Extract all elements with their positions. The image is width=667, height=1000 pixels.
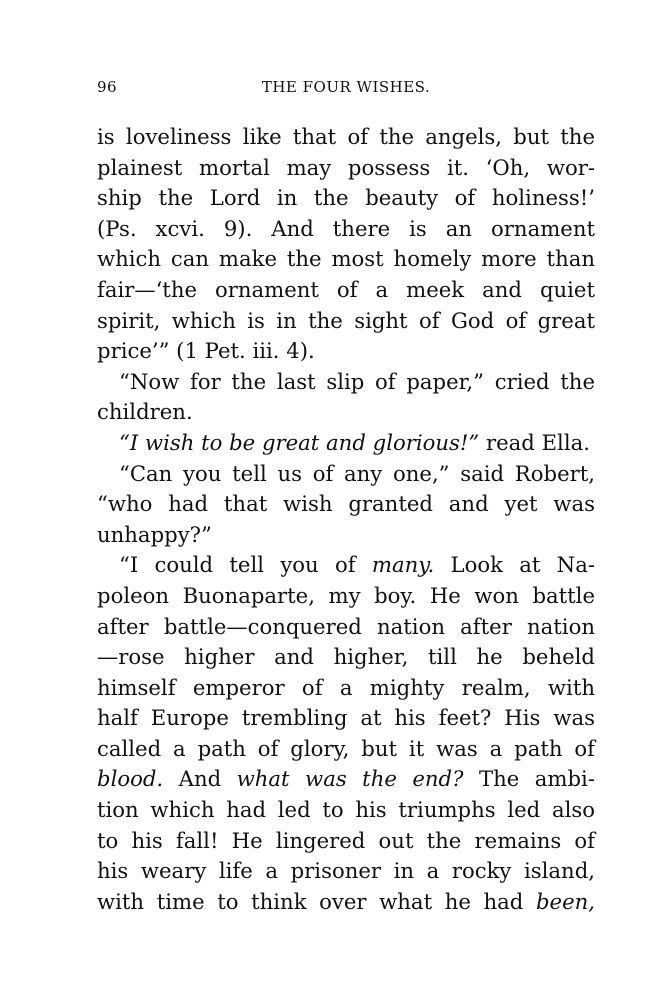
text-segment: And — [163, 766, 237, 792]
text-line — [97, 764, 595, 795]
text-line — [97, 795, 595, 826]
text-line — [97, 367, 595, 398]
text-line — [97, 489, 595, 520]
text-line — [97, 703, 595, 734]
italic-text: been, — [535, 888, 595, 914]
text-line — [97, 306, 595, 337]
text-segment: fair—‘the ornament of a meek and quiet — [97, 276, 595, 302]
text-line — [97, 612, 595, 643]
italic-text: blood. — [97, 766, 164, 792]
text-line — [97, 550, 595, 581]
running-head — [97, 78, 595, 102]
text-line — [97, 214, 595, 245]
text-segment: The ambi- — [463, 766, 595, 792]
text-segment: which can make the most homely more than — [97, 246, 595, 272]
text-line — [97, 673, 595, 704]
text-segment: “I could tell you of — [119, 552, 372, 578]
text-segment: Look at Na- — [434, 552, 595, 578]
text-segment: —rose higher and higher, till he beheld — [97, 644, 595, 670]
text-line — [97, 183, 595, 214]
text-segment: himself emperor of a mighty realm, with — [97, 674, 595, 700]
text-line — [97, 397, 595, 428]
text-segment: is loveliness like that of the angels, but the — [97, 124, 595, 149]
book-page — [97, 78, 595, 914]
text-line — [97, 336, 595, 367]
text-segment: (Ps. xcvi. 9). And there is an ornament — [97, 215, 595, 241]
text-segment: read Ella. — [479, 429, 590, 455]
text-segment: poleon Buonaparte, my boy. He won battle — [97, 582, 595, 608]
italic-text: “I wish to be great and glorious!” — [119, 429, 480, 455]
text-segment: his weary life a prisoner in a rocky island, — [97, 858, 595, 884]
text-segment: tion which had led to his triumphs led also — [97, 797, 595, 823]
text-line — [97, 275, 595, 306]
text-line — [97, 153, 595, 184]
text-segment: to his fall! He lingered out the remains of — [97, 827, 595, 853]
italic-text: what was the end? — [236, 766, 464, 792]
text-segment: plainest mortal may possess it. ‘Oh, wor- — [97, 154, 595, 180]
text-line — [97, 459, 595, 490]
running-title: THE FOUR WISHES. — [261, 78, 431, 96]
text-line — [97, 581, 595, 612]
text-line — [97, 428, 595, 459]
text-line — [97, 826, 595, 857]
italic-text: many. — [371, 552, 435, 578]
body-text — [97, 122, 595, 917]
text-line — [97, 520, 595, 551]
text-segment: with time to think over what he had — [97, 888, 536, 914]
text-line — [97, 642, 595, 673]
text-segment: “who had that wish granted and yet was — [97, 491, 595, 517]
text-segment: unhappy?” — [97, 521, 212, 547]
text-segment: children. — [97, 399, 193, 425]
text-line — [97, 856, 595, 887]
text-segment: after battle—conquered nation after nation — [97, 613, 595, 639]
page-number: 96 — [97, 78, 118, 96]
text-segment: “Now for the last slip of paper,” cried the — [119, 368, 595, 394]
text-line — [97, 887, 595, 918]
text-segment: half Europe trembling at his feet? His was — [97, 705, 595, 731]
text-segment: called a path of glory, but it was a path of — [97, 735, 595, 761]
text-line — [97, 734, 595, 765]
text-segment: spirit, which is in the sight of God of great — [97, 307, 595, 333]
text-segment: “Can you tell us of any one,” said Robert, — [119, 460, 595, 486]
text-segment: ship the Lord in the beauty of holiness!’ — [97, 185, 595, 211]
text-line — [97, 244, 595, 275]
text-line — [97, 122, 595, 153]
text-segment: price’” (1 Pet. iii. 4). — [97, 338, 315, 364]
